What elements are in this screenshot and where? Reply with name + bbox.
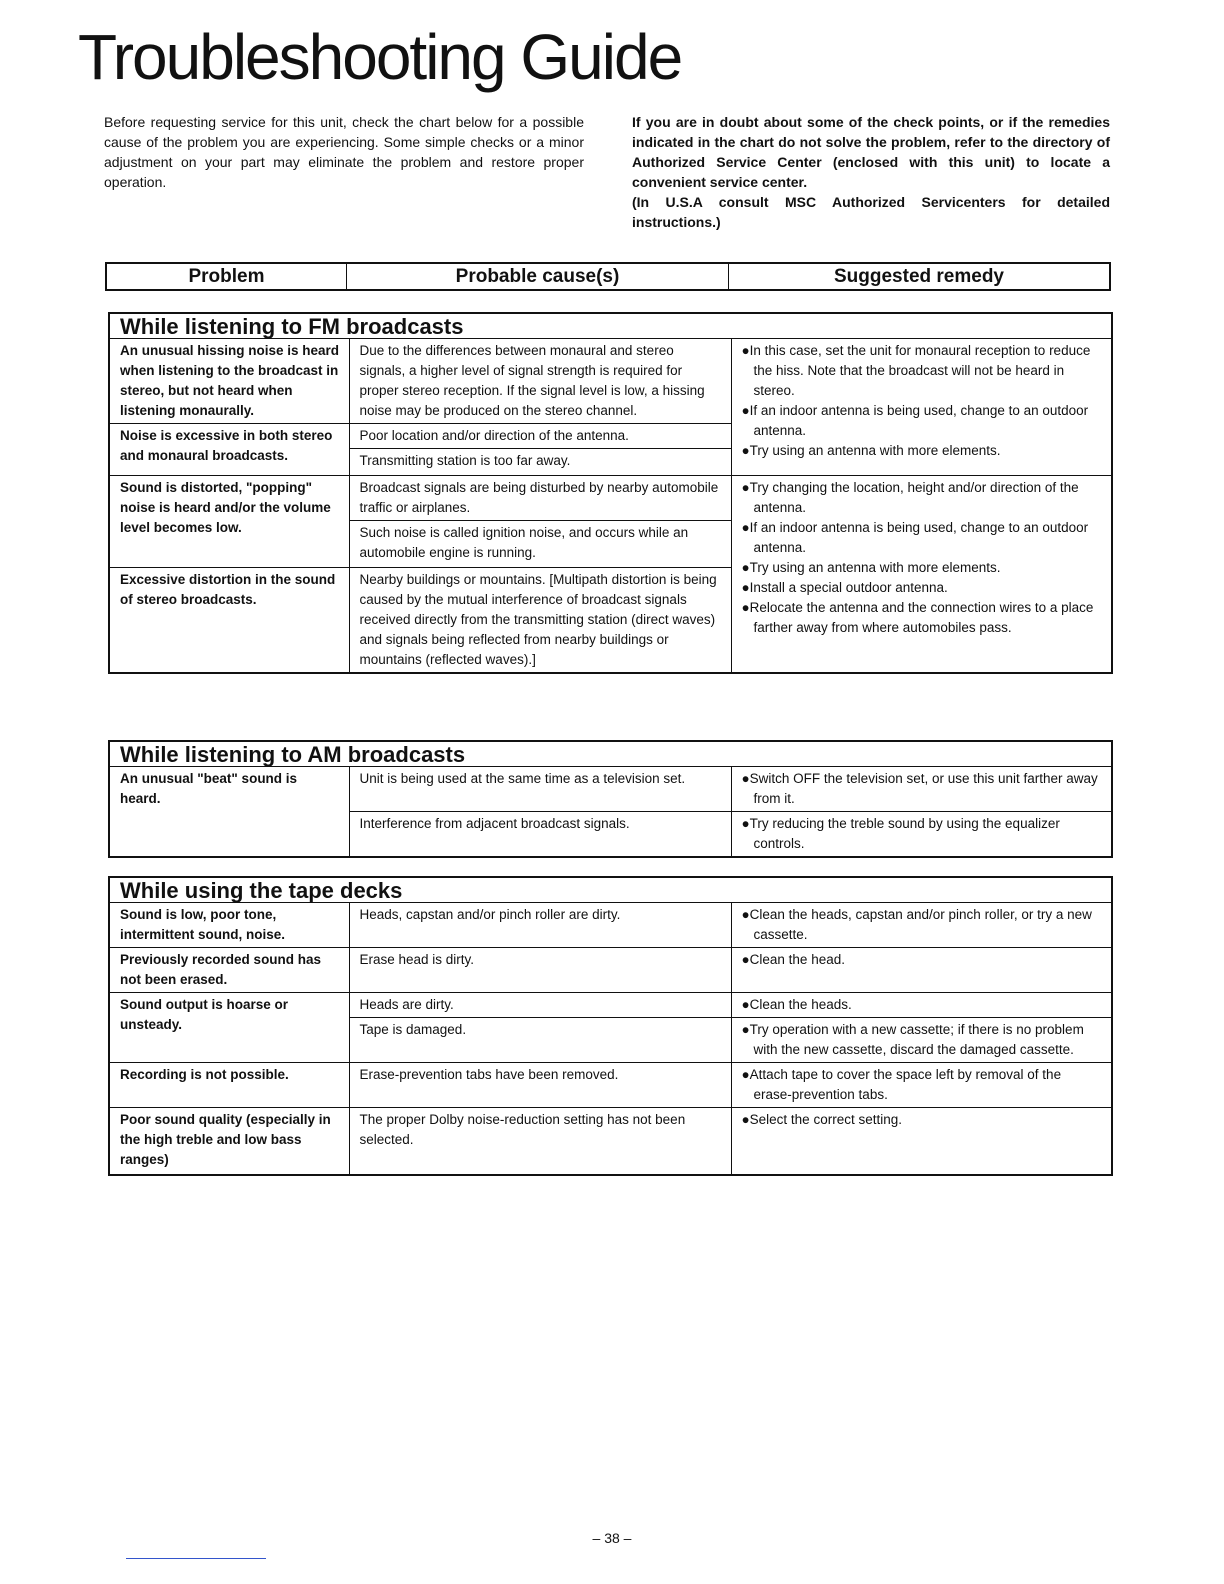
remedy-item: ●Try changing the location, height and/or direction of the antenna. — [741, 480, 1079, 515]
remedy-item: ●Attach tape to cover the space left by removal of the erase-prevention tabs. — [741, 1067, 1062, 1102]
problem-cell: Sound output is hoarse or unsteady. — [110, 993, 349, 1063]
problem-cell: An unusual "beat" sound is heard. — [110, 767, 349, 856]
intro-right — [632, 112, 1110, 232]
table-row — [110, 948, 1111, 993]
intro-left-text: Before requesting service for this unit, check the chart below for a possible cause of the problem you are experiencing. Some simple checks or a minor adjustment on your part may eliminate the problem and restore proper operation. — [104, 114, 584, 190]
remedy-item: ●If an indoor antenna is being used, change to an outdoor antenna. — [741, 520, 1089, 555]
remedy-cell — [731, 903, 1111, 948]
remedy-cell — [731, 1063, 1111, 1108]
cause-cell — [349, 424, 731, 476]
remedy-item: ●Switch OFF the television set, or use this unit farther away from it. — [741, 771, 1098, 806]
cause-item: Such noise is called ignition noise, and occurs while an automobile engine is running. — [350, 520, 731, 563]
intro-right-text-1: If you are in doubt about some of the check points, or if the remedies indicated in the chart do not solve the problem, refer to the directory of Authorized Service Center (enclosed with this unit) to locate a convenient service center. — [632, 114, 1110, 190]
tape-section-title: While using the tape decks — [110, 878, 1111, 903]
table-header — [105, 262, 1111, 291]
page-title: Troubleshooting Guide — [78, 21, 682, 93]
remedy-item: ●Select the correct setting. — [741, 1112, 902, 1127]
table-row — [110, 767, 1111, 812]
cause-cell: Interference from adjacent broadcast signals. — [349, 812, 731, 857]
remedy-item: ●Install a special outdoor antenna. — [741, 580, 948, 595]
remedy-item: ●Clean the head. — [741, 952, 845, 967]
remedy-cell — [731, 1108, 1111, 1175]
cause-cell — [349, 476, 731, 568]
cause-cell: Due to the differences between monaural and stereo signals, a higher level of signal strength is required for proper stereo reception. If the signal level is low, a hissing noise may be produced on the stereo channel. — [349, 339, 731, 424]
table-row — [110, 1108, 1111, 1175]
problem-cell: Noise is excessive in both stereo and monaural broadcasts. — [110, 424, 349, 476]
problem-cell: Sound is distorted, "popping" noise is heard and/or the volume level becomes low. — [110, 476, 349, 568]
remedy-cell — [731, 993, 1111, 1018]
intro-left — [104, 112, 584, 192]
remedy-cell — [731, 812, 1111, 857]
am-section-title: While listening to AM broadcasts — [110, 742, 1111, 767]
table-row — [110, 1063, 1111, 1108]
remedy-item: ●If an indoor antenna is being used, change to an outdoor antenna. — [741, 403, 1089, 438]
problem-cell: Sound is low, poor tone, intermittent sound, noise. — [110, 903, 349, 948]
table-row — [110, 903, 1111, 948]
footer-rule — [126, 1558, 266, 1559]
problem-cell: Previously recorded sound has not been erased. — [110, 948, 349, 993]
cause-cell: Heads, capstan and/or pinch roller are dirty. — [349, 903, 731, 948]
remedy-item: ●Try operation with a new cassette; if there is no problem with the new cassette, discard the damaged cassette. — [741, 1022, 1084, 1057]
header-problem: Problem — [107, 264, 347, 289]
fm-table — [110, 339, 1111, 672]
tape-table — [110, 903, 1111, 1174]
tape-section — [108, 876, 1113, 1176]
cause-cell: The proper Dolby noise-reduction setting has not been selected. — [349, 1108, 731, 1175]
header-remedy: Suggested remedy — [834, 265, 1004, 287]
remedy-cell — [731, 339, 1111, 476]
cause-item: Transmitting station is too far away. — [350, 448, 731, 471]
cause-cell: Tape is damaged. — [349, 1018, 731, 1063]
table-row — [110, 476, 1111, 568]
remedy-item: ●Try reducing the treble sound by using the equalizer controls. — [741, 816, 1060, 851]
problem-cell: Poor sound quality (especially in the high treble and low bass ranges) — [110, 1108, 349, 1175]
cause-item: Broadcast signals are being disturbed by nearby automobile traffic or airplanes. — [359, 480, 719, 515]
remedy-item: ●Try using an antenna with more elements. — [741, 443, 1001, 458]
remedy-cell — [731, 1018, 1111, 1063]
cause-cell: Erase head is dirty. — [349, 948, 731, 993]
problem-cell: An unusual hissing noise is heard when listening to the broadcast in stereo, but not heard when listening monaurally. — [110, 339, 349, 424]
remedy-cell — [731, 767, 1111, 812]
cause-cell: Nearby buildings or mountains. [Multipath distortion is being caused by the mutual interference of broadcast signals received directly from the transmitting station (direct waves) and signals being reflected from nearby buildings or mountains (reflected waves).] — [349, 568, 731, 673]
remedy-item: ●Clean the heads, capstan and/or pinch roller, or try a new cassette. — [741, 907, 1092, 942]
am-section — [108, 740, 1113, 858]
table-row — [110, 993, 1111, 1018]
remedy-item: ●Clean the heads. — [741, 997, 852, 1012]
table-row — [110, 339, 1111, 424]
fm-section — [108, 312, 1113, 674]
am-table — [110, 767, 1111, 856]
remedy-item: ●Try using an antenna with more elements. — [741, 560, 1001, 575]
problem-cell: Recording is not possible. — [110, 1063, 349, 1108]
cause-cell: Erase-prevention tabs have been removed. — [349, 1063, 731, 1108]
fm-section-title: While listening to FM broadcasts — [110, 314, 1111, 339]
cause-cell: Heads are dirty. — [349, 993, 731, 1018]
intro-right-text-2: (In U.S.A consult MSC Authorized Servicenters for detailed instructions.) — [632, 194, 1110, 230]
remedy-cell — [731, 948, 1111, 993]
page-number: – 38 – — [592, 1530, 632, 1546]
cause-item: Poor location and/or direction of the antenna. — [359, 428, 629, 443]
cause-cell: Unit is being used at the same time as a television set. — [349, 767, 731, 812]
remedy-item: ●Relocate the antenna and the connection wires to a place farther away from where automobiles pass. — [741, 600, 1094, 635]
remedy-item: ●In this case, set the unit for monaural reception to reduce the hiss. Note that the broadcast will not be heard in stereo. — [741, 343, 1091, 398]
header-cause: Probable cause(s) — [347, 264, 729, 289]
problem-cell: Excessive distortion in the sound of stereo broadcasts. — [110, 568, 349, 673]
remedy-cell — [731, 476, 1111, 673]
